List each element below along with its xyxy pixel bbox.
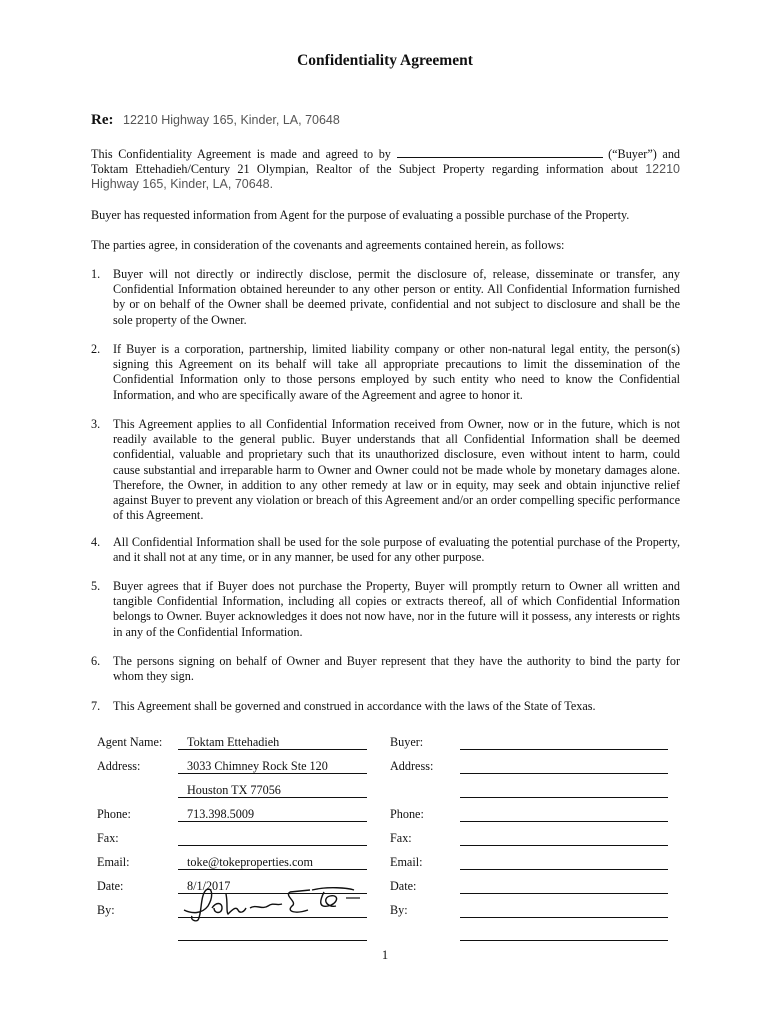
agent-phone-value: 713.398.5009 bbox=[187, 807, 255, 821]
item-number: 2. bbox=[91, 342, 101, 356]
buyer-by-label: By: bbox=[390, 903, 408, 917]
agent-fax-label: Fax: bbox=[97, 831, 119, 845]
item-number: 1. bbox=[91, 267, 101, 281]
request-paragraph: Buyer has requested information from Agent for the purpose of evaluating a possible purchase of the Property. bbox=[91, 208, 630, 222]
item-text: The persons signing on behalf of Owner and Buyer represent that they have the authority to bind the party for whom they sign. bbox=[113, 654, 680, 684]
agent-name-label: Agent Name: bbox=[97, 735, 163, 749]
buyer-phone-label: Phone: bbox=[390, 807, 424, 821]
agree-paragraph: The parties agree, in consideration of the covenants and agreements contained herein, as follows: bbox=[91, 238, 565, 252]
agent-phone-line bbox=[178, 821, 367, 822]
item-text: Buyer agrees that if Buyer does not purchase the Property, Buyer will promptly return to Owner all written and tangible Confidential Information, including all copies or extracts thereof, all of which Confidential Information belongs to Owner. Buyer acknowledges it does not now have, nor in the future will it possess, any interests or rights in any of the Confidential Information. bbox=[113, 579, 680, 639]
page-number: 1 bbox=[381, 948, 389, 962]
agent-extra-line bbox=[178, 940, 367, 941]
item-text: Buyer will not directly or indirectly disclose, permit the disclosure of, release, disseminate or transfer, any Confidential Information obtained hereunder to any other person or entity. All Confidential Information furnished by or on behalf of the Owner shall be deemed private, confidential and not subject to disclosure and shall be the sole property of the Owner. bbox=[113, 267, 680, 327]
item-text: This Agreement applies to all Confidential Information received from Owner, now or in the future, which is not readily available to the general public. Buyer understands that all Confidential Information shall be deemed confidential, valuable and proprietary such that its unauthorized disclosure, even without intent to harm, could cause substantial and irreparable harm to Owner and Owner could not be made whole by monetary damages alone. Therefore, the Owner, in addition to any other remedy at law or in equity, may seek and obtain injunctive relief against Buyer to prevent any violation or breach of this Agreement and/or an order compelling specific performance of this Agreement. bbox=[113, 417, 680, 523]
buyer-email-line[interactable] bbox=[460, 869, 668, 870]
buyer-date-label: Date: bbox=[390, 879, 417, 893]
intro-address: 12210 Highway 165, Kinder, LA, 70648. bbox=[91, 162, 680, 192]
item-number: 3. bbox=[91, 417, 101, 431]
buyer-address-label: Address: bbox=[390, 759, 434, 773]
item-number: 4. bbox=[91, 535, 101, 549]
handwritten-signature bbox=[178, 884, 368, 924]
agent-address-line2: Houston TX 77056 bbox=[187, 783, 281, 797]
item-number: 5. bbox=[91, 579, 101, 593]
agent-name-line bbox=[178, 749, 367, 750]
item-number: 7. bbox=[91, 699, 101, 713]
buyer-name-line[interactable] bbox=[460, 749, 668, 750]
buyer-address2-line[interactable] bbox=[460, 797, 668, 798]
document-title: Confidentiality Agreement bbox=[297, 52, 473, 69]
agent-date-value: 8/1/2017 bbox=[187, 879, 231, 893]
buyer-extra-line[interactable] bbox=[460, 940, 668, 941]
item-text: All Confidential Information shall be used for the sole purpose of evaluating the potential purchase of the Property, and it shall not at any time, or in any manner, be used for any other purpose. bbox=[113, 535, 680, 565]
buyer-label: Buyer: bbox=[390, 735, 424, 749]
agent-email-label: Email: bbox=[97, 855, 130, 869]
buyer-fax-line[interactable] bbox=[460, 845, 668, 846]
intro-text-2: (“Buyer”) and Toktam Ettehadieh/Century 21 Olympian, Realtor of the Subject Property regarding information about bbox=[91, 147, 681, 177]
buyer-address-line[interactable] bbox=[460, 773, 668, 774]
agent-date-label: Date: bbox=[97, 879, 124, 893]
re-address: 12210 Highway 165, Kinder, LA, 70648 bbox=[123, 113, 340, 127]
item-text: If Buyer is a corporation, partnership, limited liability company or other non-natural legal entity, the person(s) signing this Agreement on its behalf will take all appropriate precautions to limit the dissemination of the Confidential Information only to those persons employed by such entity who need to know the Confidential Information, and who are specifically aware of the Agreement and agree to honor it. bbox=[113, 342, 680, 402]
agent-phone-label: Phone: bbox=[97, 807, 131, 821]
agent-address-line1: 3033 Chimney Rock Ste 120 bbox=[187, 759, 328, 773]
agent-fax-line bbox=[178, 845, 367, 846]
agent-address-label: Address: bbox=[97, 759, 141, 773]
item-number: 6. bbox=[91, 654, 101, 668]
buyer-by-line[interactable] bbox=[460, 917, 668, 918]
buyer-phone-line[interactable] bbox=[460, 821, 668, 822]
agent-by-label: By: bbox=[97, 903, 115, 917]
item-text: This Agreement shall be governed and construed in accordance with the laws of the State of Texas. bbox=[113, 699, 596, 713]
agent-address2-line bbox=[178, 797, 367, 798]
agent-address-line bbox=[178, 773, 367, 774]
agent-name-value: Toktam Ettehadieh bbox=[187, 735, 280, 749]
buyer-fax-label: Fax: bbox=[390, 831, 412, 845]
agent-email-line bbox=[178, 869, 367, 870]
intro-text-1: This Confidentiality Agreement is made and agreed to by bbox=[91, 147, 391, 161]
re-label: Re: bbox=[91, 112, 114, 128]
buyer-date-line[interactable] bbox=[460, 893, 668, 894]
agent-email-value: toke@tokeproperties.com bbox=[187, 855, 313, 869]
buyer-email-label: Email: bbox=[390, 855, 423, 869]
